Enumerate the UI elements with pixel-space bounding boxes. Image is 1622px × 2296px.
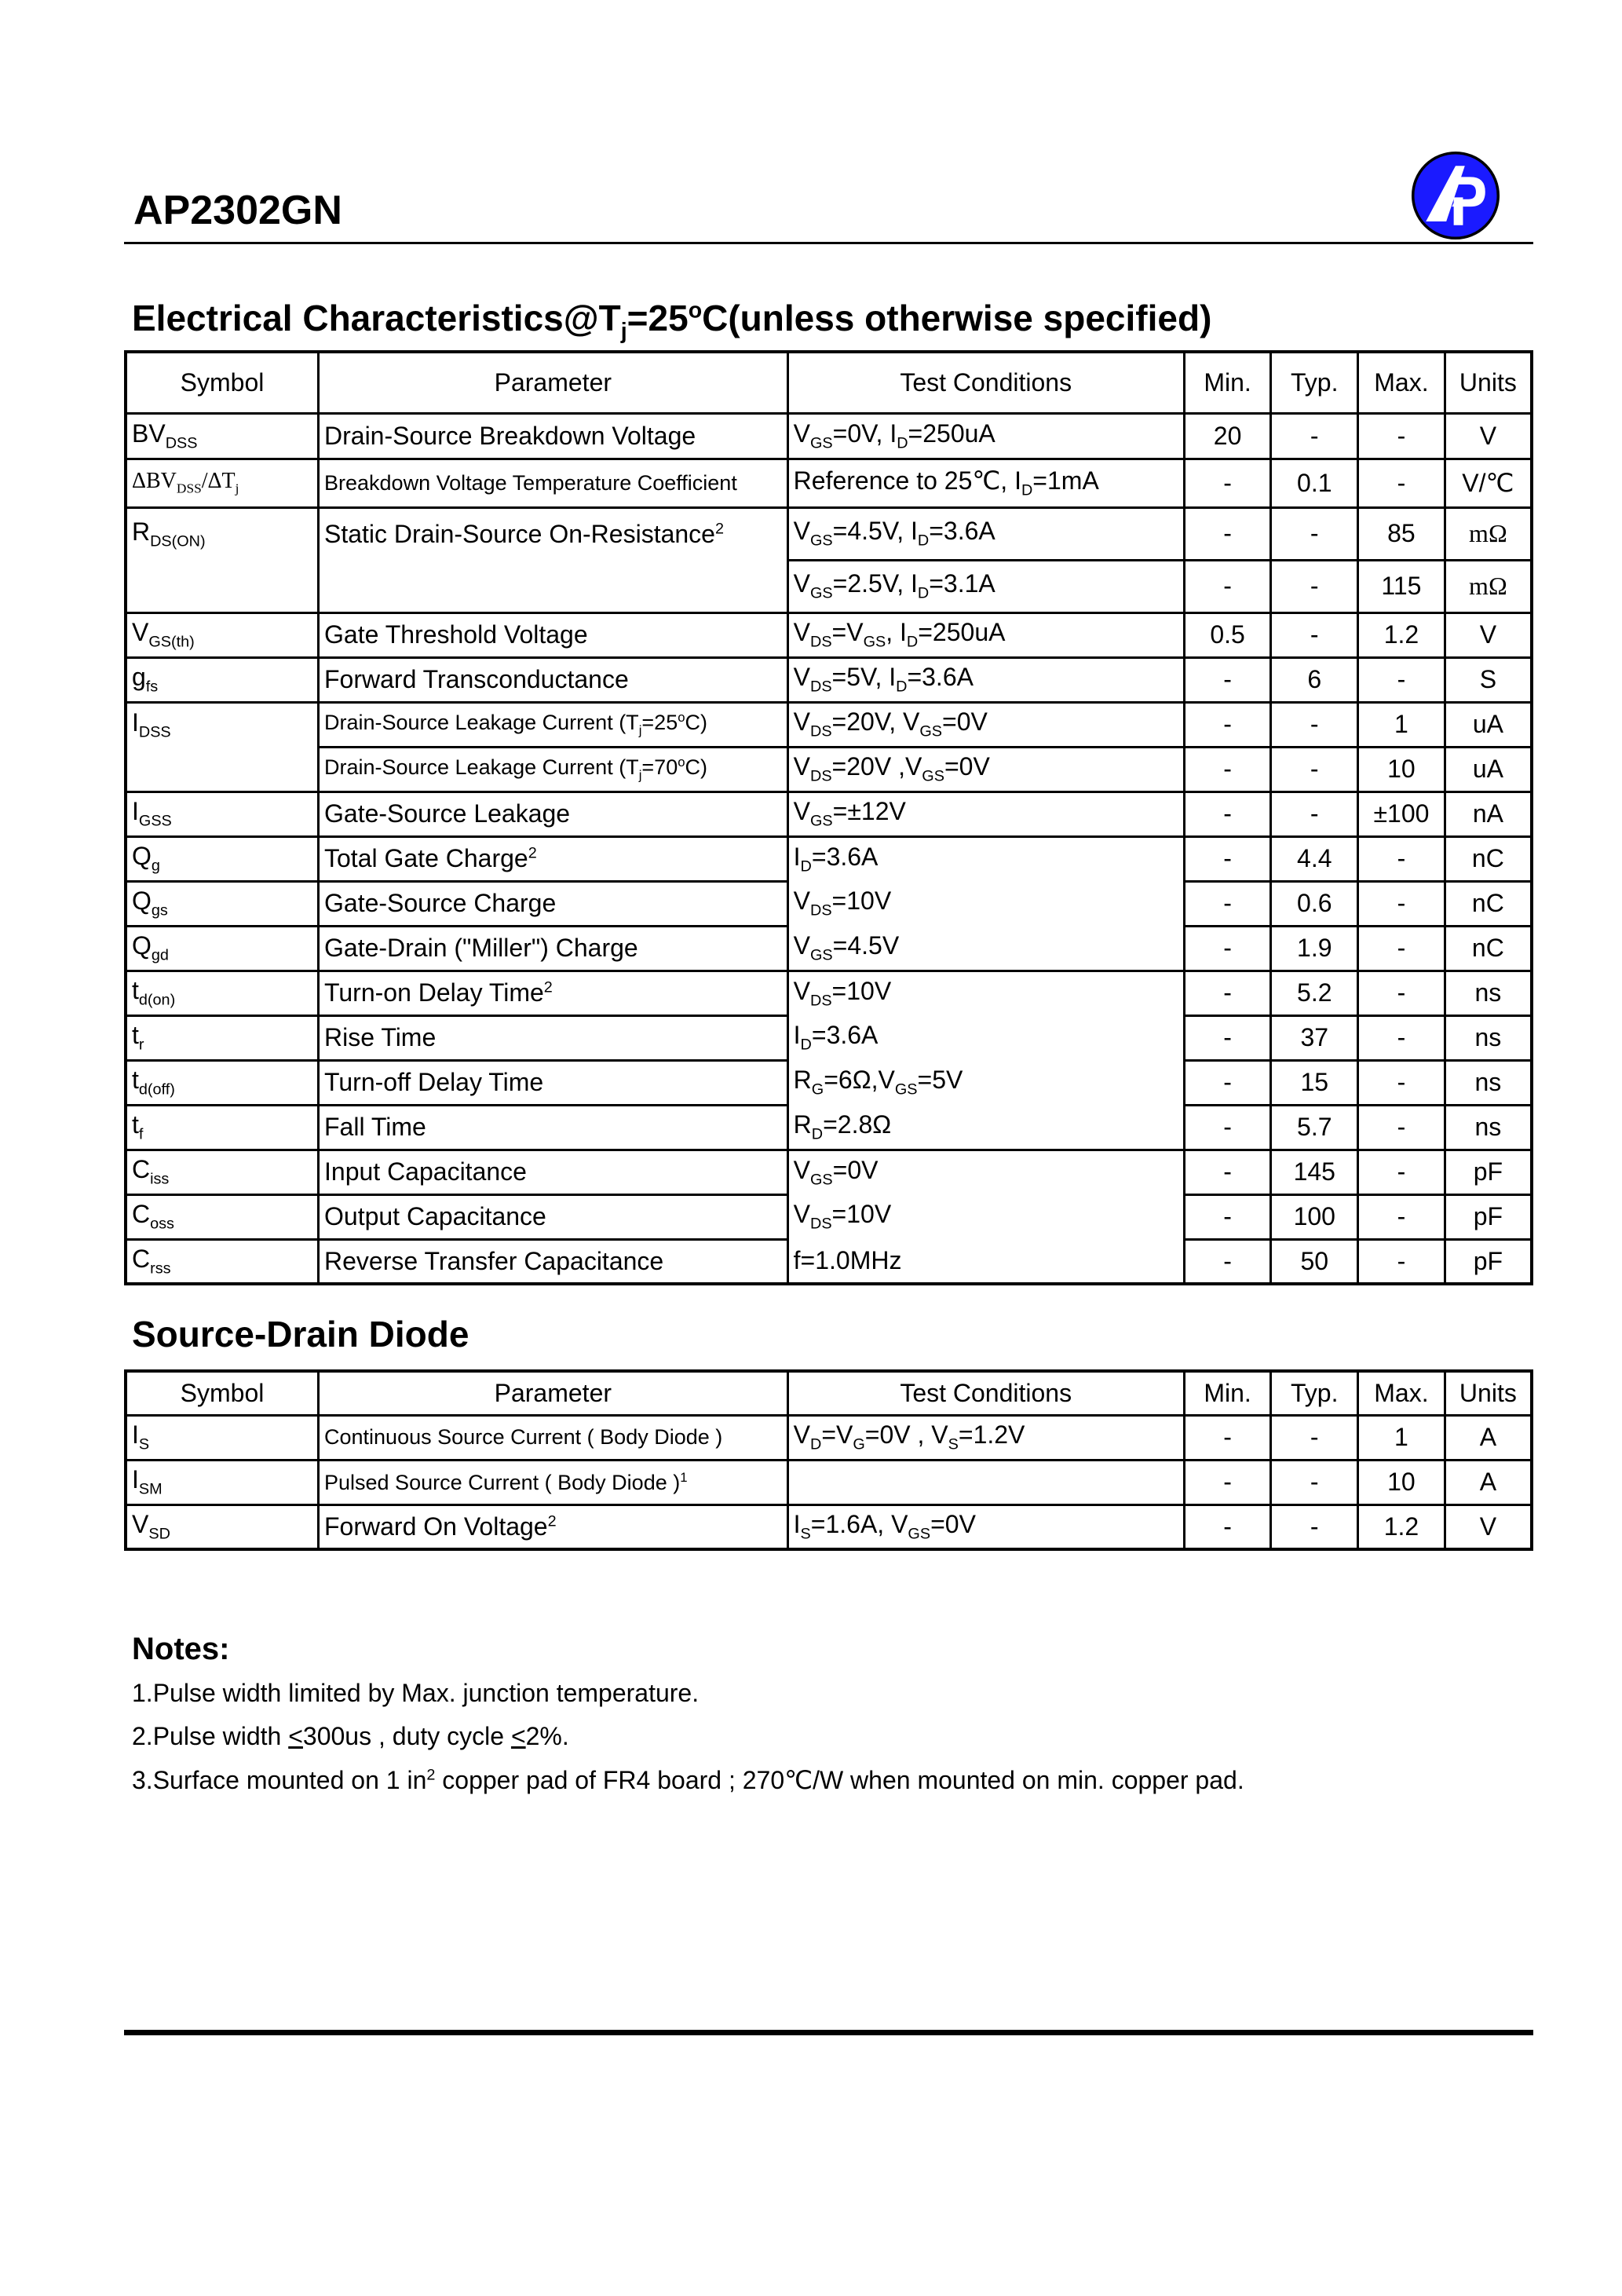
test-condition-cell xyxy=(787,1460,1184,1504)
min-cell: - xyxy=(1184,459,1271,507)
col-max: Max. xyxy=(1358,1371,1445,1415)
parameter-cell: Gate-Source Leakage xyxy=(319,792,788,836)
part-number-title: AP2302GN xyxy=(133,188,342,233)
table-row xyxy=(126,702,1532,747)
table-row xyxy=(126,413,1532,459)
note-1: 1.Pulse width limited by Max. junction temperature. xyxy=(132,1679,700,1707)
symbol-cell: $\Delta BV_{DSS}/\Delta T_j$ xyxy=(126,459,319,507)
table-row xyxy=(126,1415,1532,1460)
typ-cell: 0.6 xyxy=(1271,881,1358,926)
min-cell: - xyxy=(1184,747,1271,792)
test-condition-cell: $I_D=3.6A$ xyxy=(787,836,1184,881)
symbol-cell: $R_{DS(ON)}$ xyxy=(126,507,319,560)
test-condition-cell: Reference to 25℃, $I_D=1mA$ xyxy=(787,459,1184,507)
col-test-conditions: Test Conditions xyxy=(787,1371,1184,1415)
typ-cell: - xyxy=(1271,702,1358,747)
electrical-characteristics-title: Electrical $Characteristics@T_j=25^oC(unless$ otherwise specified) xyxy=(132,298,1212,345)
unit-cell: ns xyxy=(1445,1105,1532,1150)
col-parameter: Parameter xyxy=(319,352,788,413)
col-max: Max. xyxy=(1358,352,1445,413)
table-row xyxy=(126,926,1532,971)
typ-cell: 0.1 xyxy=(1271,459,1358,507)
source-drain-diode-title: Source-Drain Diode xyxy=(132,1314,469,1355)
notes-title: Notes: xyxy=(132,1632,230,1666)
symbol-cell: $I_{DSS}$ xyxy=(126,702,319,747)
symbol-cell: $t_r$ xyxy=(126,1015,319,1060)
typ-cell: - xyxy=(1271,1415,1358,1460)
unit-cell: nC xyxy=(1445,836,1532,881)
electrical-characteristics-table xyxy=(124,350,1533,1285)
test-condition-cell: $R_D=2.8\Omega$ xyxy=(787,1105,1184,1150)
col-min: Min. xyxy=(1184,1371,1271,1415)
table-row xyxy=(126,459,1532,507)
unit-cell: pF xyxy=(1445,1239,1532,1284)
parameter-cell: Drain-Source Leakage Current $(T_j=25^oC)$ xyxy=(319,702,788,747)
test-condition-cell: $V_{GS}=0V$, $I_D=250uA$ xyxy=(787,413,1184,459)
min-cell: 0.5 xyxy=(1184,612,1271,657)
test-condition-cell: $I_S=1.6A$, $V_{GS}=0V$ xyxy=(787,1504,1184,1549)
min-cell: - xyxy=(1184,836,1271,881)
typ-cell: 6 xyxy=(1271,657,1358,702)
min-cell: - xyxy=(1184,1504,1271,1549)
unit-cell: V/℃ xyxy=(1445,459,1532,507)
parameter-cell: Continuous Source Current ( Body Diode ) xyxy=(319,1415,788,1460)
col-units: Units xyxy=(1445,1371,1532,1415)
test-condition-cell: $V_{DS}=20V$, $V_{GS}=0V$ xyxy=(787,702,1184,747)
test-condition-cell: $V_D=V_G=0V$ , $V_S=1.2V$ xyxy=(787,1415,1184,1460)
typ-cell: - xyxy=(1271,1504,1358,1549)
table-row xyxy=(126,507,1532,560)
typ-cell: - xyxy=(1271,747,1358,792)
col-typ: Typ. xyxy=(1271,352,1358,413)
max-cell: - xyxy=(1358,926,1445,971)
parameter-cell: Drain-Source Leakage Current $(T_j=70^oC)$ xyxy=(319,747,788,792)
typ-cell: - xyxy=(1271,612,1358,657)
symbol-cell: $t_{d(on)}$ xyxy=(126,971,319,1015)
parameter-cell: Drain-Source Breakdown Voltage xyxy=(319,413,788,459)
typ-cell: 1.9 xyxy=(1271,926,1358,971)
symbol-cell: $I_{SM}$ xyxy=(126,1460,319,1504)
symbol-cell: $I_{GSS}$ xyxy=(126,792,319,836)
unit-cell: S xyxy=(1445,657,1532,702)
min-cell: - xyxy=(1184,1105,1271,1150)
parameter-cell: Input Capacitance xyxy=(319,1150,788,1194)
max-cell: 1.2 xyxy=(1358,1504,1445,1549)
test-condition-cell: $V_{DS}=5V$, $I_D=3.6A$ xyxy=(787,657,1184,702)
parameter-cell: Output Capacitance xyxy=(319,1194,788,1239)
table-row xyxy=(126,1015,1532,1060)
typ-cell: 5.2 xyxy=(1271,971,1358,1015)
typ-cell: 5.7 xyxy=(1271,1105,1358,1150)
symbol-cell: $g_{fs}$ xyxy=(126,657,319,702)
min-cell: - xyxy=(1184,1150,1271,1194)
unit-cell: ns xyxy=(1445,1015,1532,1060)
col-test-conditions: Test Conditions xyxy=(787,352,1184,413)
parameter-cell: Forward Transconductance xyxy=(319,657,788,702)
symbol-cell: $V_{GS(th)}$ xyxy=(126,612,319,657)
symbol-cell: $C_{rss}$ xyxy=(126,1239,319,1284)
unit-cell: mΩ xyxy=(1445,507,1532,560)
max-cell: 1 xyxy=(1358,702,1445,747)
test-condition-cell: $V_{DS}=20V$ $,V_{GS}=0V$ xyxy=(787,747,1184,792)
unit-cell: V xyxy=(1445,1504,1532,1549)
max-cell: - xyxy=(1358,971,1445,1015)
col-symbol: Symbol xyxy=(126,1371,319,1415)
parameter-cell: Gate Threshold Voltage xyxy=(319,612,788,657)
col-symbol: Symbol xyxy=(126,352,319,413)
symbol-cell: $Q_{gd}$ xyxy=(126,926,319,971)
test-condition-cell: f=1.0MHz xyxy=(787,1239,1184,1284)
parameter-cell: Reverse Transfer Capacitance xyxy=(319,1239,788,1284)
min-cell: - xyxy=(1184,792,1271,836)
symbol-cell: $t_f$ xyxy=(126,1105,319,1150)
typ-cell: - xyxy=(1271,1460,1358,1504)
test-condition-cell: $V_{GS}=4.5V$, $I_D=3.6A$ xyxy=(787,507,1184,560)
min-cell: - xyxy=(1184,1060,1271,1105)
table-row xyxy=(126,792,1532,836)
max-cell: 10 xyxy=(1358,1460,1445,1504)
parameter-cell: Pulsed Source Current ( Body Diode )$^1$ xyxy=(319,1460,788,1504)
typ-cell: - xyxy=(1271,507,1358,560)
max-cell: - xyxy=(1358,657,1445,702)
max-cell: - xyxy=(1358,459,1445,507)
table-row xyxy=(126,612,1532,657)
unit-cell: pF xyxy=(1445,1150,1532,1194)
unit-cell: mΩ xyxy=(1445,560,1532,612)
test-condition-cell: $V_{GS}=\pm 12V$ xyxy=(787,792,1184,836)
table-row xyxy=(126,1105,1532,1150)
unit-cell: uA xyxy=(1445,747,1532,792)
max-cell: - xyxy=(1358,1015,1445,1060)
unit-cell: nC xyxy=(1445,926,1532,971)
table-row xyxy=(126,1194,1532,1239)
max-cell: 85 xyxy=(1358,507,1445,560)
col-parameter: Parameter xyxy=(319,1371,788,1415)
parameter-cell: Rise Time xyxy=(319,1015,788,1060)
max-cell: - xyxy=(1358,1150,1445,1194)
symbol-cell: $V_{SD}$ xyxy=(126,1504,319,1549)
unit-cell: A xyxy=(1445,1460,1532,1504)
parameter-cell: Breakdown Voltage Temperature Coefficient xyxy=(319,459,788,507)
symbol-cell: $C_{iss}$ xyxy=(126,1150,319,1194)
test-condition-cell: $V_{DS}=10V$ xyxy=(787,1194,1184,1239)
typ-cell: 4.4 xyxy=(1271,836,1358,881)
max-cell: - xyxy=(1358,836,1445,881)
max-cell: - xyxy=(1358,413,1445,459)
min-cell: - xyxy=(1184,1194,1271,1239)
unit-cell: V xyxy=(1445,612,1532,657)
max-cell: ±100 xyxy=(1358,792,1445,836)
footer-rule xyxy=(124,2030,1533,2035)
min-cell: 20 xyxy=(1184,413,1271,459)
max-cell: - xyxy=(1358,1105,1445,1150)
col-typ: Typ. xyxy=(1271,1371,1358,1415)
parameter-cell: Static Drain-Source On-Resistance$^2$ xyxy=(319,507,788,560)
table-row xyxy=(126,657,1532,702)
table-row xyxy=(126,971,1532,1015)
unit-cell: ns xyxy=(1445,971,1532,1015)
max-cell: - xyxy=(1358,881,1445,926)
min-cell: - xyxy=(1184,1239,1271,1284)
unit-cell: nC xyxy=(1445,881,1532,926)
note-2: 2.Pulse width <300us , duty cycle <2%. xyxy=(132,1722,569,1750)
typ-cell: - xyxy=(1271,792,1358,836)
symbol-cell xyxy=(126,560,319,612)
min-cell: - xyxy=(1184,971,1271,1015)
table-header-row xyxy=(126,1371,1532,1415)
table-row xyxy=(126,881,1532,926)
max-cell: - xyxy=(1358,1060,1445,1105)
parameter-cell: Total Gate Charge$^2$ xyxy=(319,836,788,881)
table-row xyxy=(126,1504,1532,1549)
source-drain-diode-table xyxy=(124,1369,1533,1551)
max-cell: - xyxy=(1358,1194,1445,1239)
symbol-cell: $C_{oss}$ xyxy=(126,1194,319,1239)
unit-cell: nA xyxy=(1445,792,1532,836)
test-condition-cell: $V_{GS}=4.5V$ xyxy=(787,926,1184,971)
min-cell: - xyxy=(1184,881,1271,926)
min-cell: - xyxy=(1184,702,1271,747)
parameter-cell: Turn-off Delay Time xyxy=(319,1060,788,1105)
test-condition-cell: $V_{GS}=0V$ xyxy=(787,1150,1184,1194)
unit-cell: ns xyxy=(1445,1060,1532,1105)
parameter-cell: Gate-Drain ("Miller") Charge xyxy=(319,926,788,971)
test-condition-cell: $V_{GS}=2.5V$, $I_D=3.1A$ xyxy=(787,560,1184,612)
typ-cell: 100 xyxy=(1271,1194,1358,1239)
table-row xyxy=(126,1150,1532,1194)
parameter-cell: Gate-Source Charge xyxy=(319,881,788,926)
min-cell: - xyxy=(1184,560,1271,612)
table-row xyxy=(126,1460,1532,1504)
test-condition-cell: $R_G=6\Omega,V_{GS}=5V$ xyxy=(787,1060,1184,1105)
min-cell: - xyxy=(1184,1415,1271,1460)
max-cell: 1.2 xyxy=(1358,612,1445,657)
max-cell: 1 xyxy=(1358,1415,1445,1460)
typ-cell: - xyxy=(1271,560,1358,612)
unit-cell: pF xyxy=(1445,1194,1532,1239)
note-3: 3.Surface mounted on 1 $in^2$ copper pad of FR4 board ; 270℃/W when mounted on min. copper pad. xyxy=(132,1766,1244,1794)
parameter-cell: Turn-on Delay Time$^2$ xyxy=(319,971,788,1015)
table-row xyxy=(126,560,1532,612)
typ-cell: 37 xyxy=(1271,1015,1358,1060)
unit-cell: V xyxy=(1445,413,1532,459)
table-row xyxy=(126,836,1532,881)
typ-cell: 50 xyxy=(1271,1239,1358,1284)
symbol-cell: $Q_g$ xyxy=(126,836,319,881)
table-row xyxy=(126,1060,1532,1105)
min-cell: - xyxy=(1184,657,1271,702)
symbol-cell xyxy=(126,747,319,792)
symbol-cell: $t_{d(off)}$ xyxy=(126,1060,319,1105)
unit-cell: uA xyxy=(1445,702,1532,747)
col-units: Units xyxy=(1445,352,1532,413)
ap-logo-icon xyxy=(1409,149,1502,242)
unit-cell: A xyxy=(1445,1415,1532,1460)
test-condition-cell: $V_{DS}=10V$ xyxy=(787,881,1184,926)
test-condition-cell: $V_{DS}=10V$ xyxy=(787,971,1184,1015)
min-cell: - xyxy=(1184,1460,1271,1504)
col-min: Min. xyxy=(1184,352,1271,413)
test-condition-cell: $I_D=3.6A$ xyxy=(787,1015,1184,1060)
table-header-row xyxy=(126,352,1532,413)
table-row xyxy=(126,747,1532,792)
parameter-cell xyxy=(319,560,788,612)
typ-cell: 15 xyxy=(1271,1060,1358,1105)
symbol-cell: $Q_{gs}$ xyxy=(126,881,319,926)
typ-cell: - xyxy=(1271,413,1358,459)
parameter-cell: Forward On Voltage$^2$ xyxy=(319,1504,788,1549)
typ-cell: 145 xyxy=(1271,1150,1358,1194)
min-cell: - xyxy=(1184,1015,1271,1060)
header-rule xyxy=(124,242,1533,244)
max-cell: 115 xyxy=(1358,560,1445,612)
table-row xyxy=(126,1239,1532,1284)
min-cell: - xyxy=(1184,507,1271,560)
test-condition-cell: $V_{DS}=V_{GS}$, $I_D=250uA$ xyxy=(787,612,1184,657)
min-cell: - xyxy=(1184,926,1271,971)
max-cell: - xyxy=(1358,1239,1445,1284)
symbol-cell: $I_S$ xyxy=(126,1415,319,1460)
parameter-cell: Fall Time xyxy=(319,1105,788,1150)
max-cell: 10 xyxy=(1358,747,1445,792)
symbol-cell: $BV_{DSS}$ xyxy=(126,413,319,459)
